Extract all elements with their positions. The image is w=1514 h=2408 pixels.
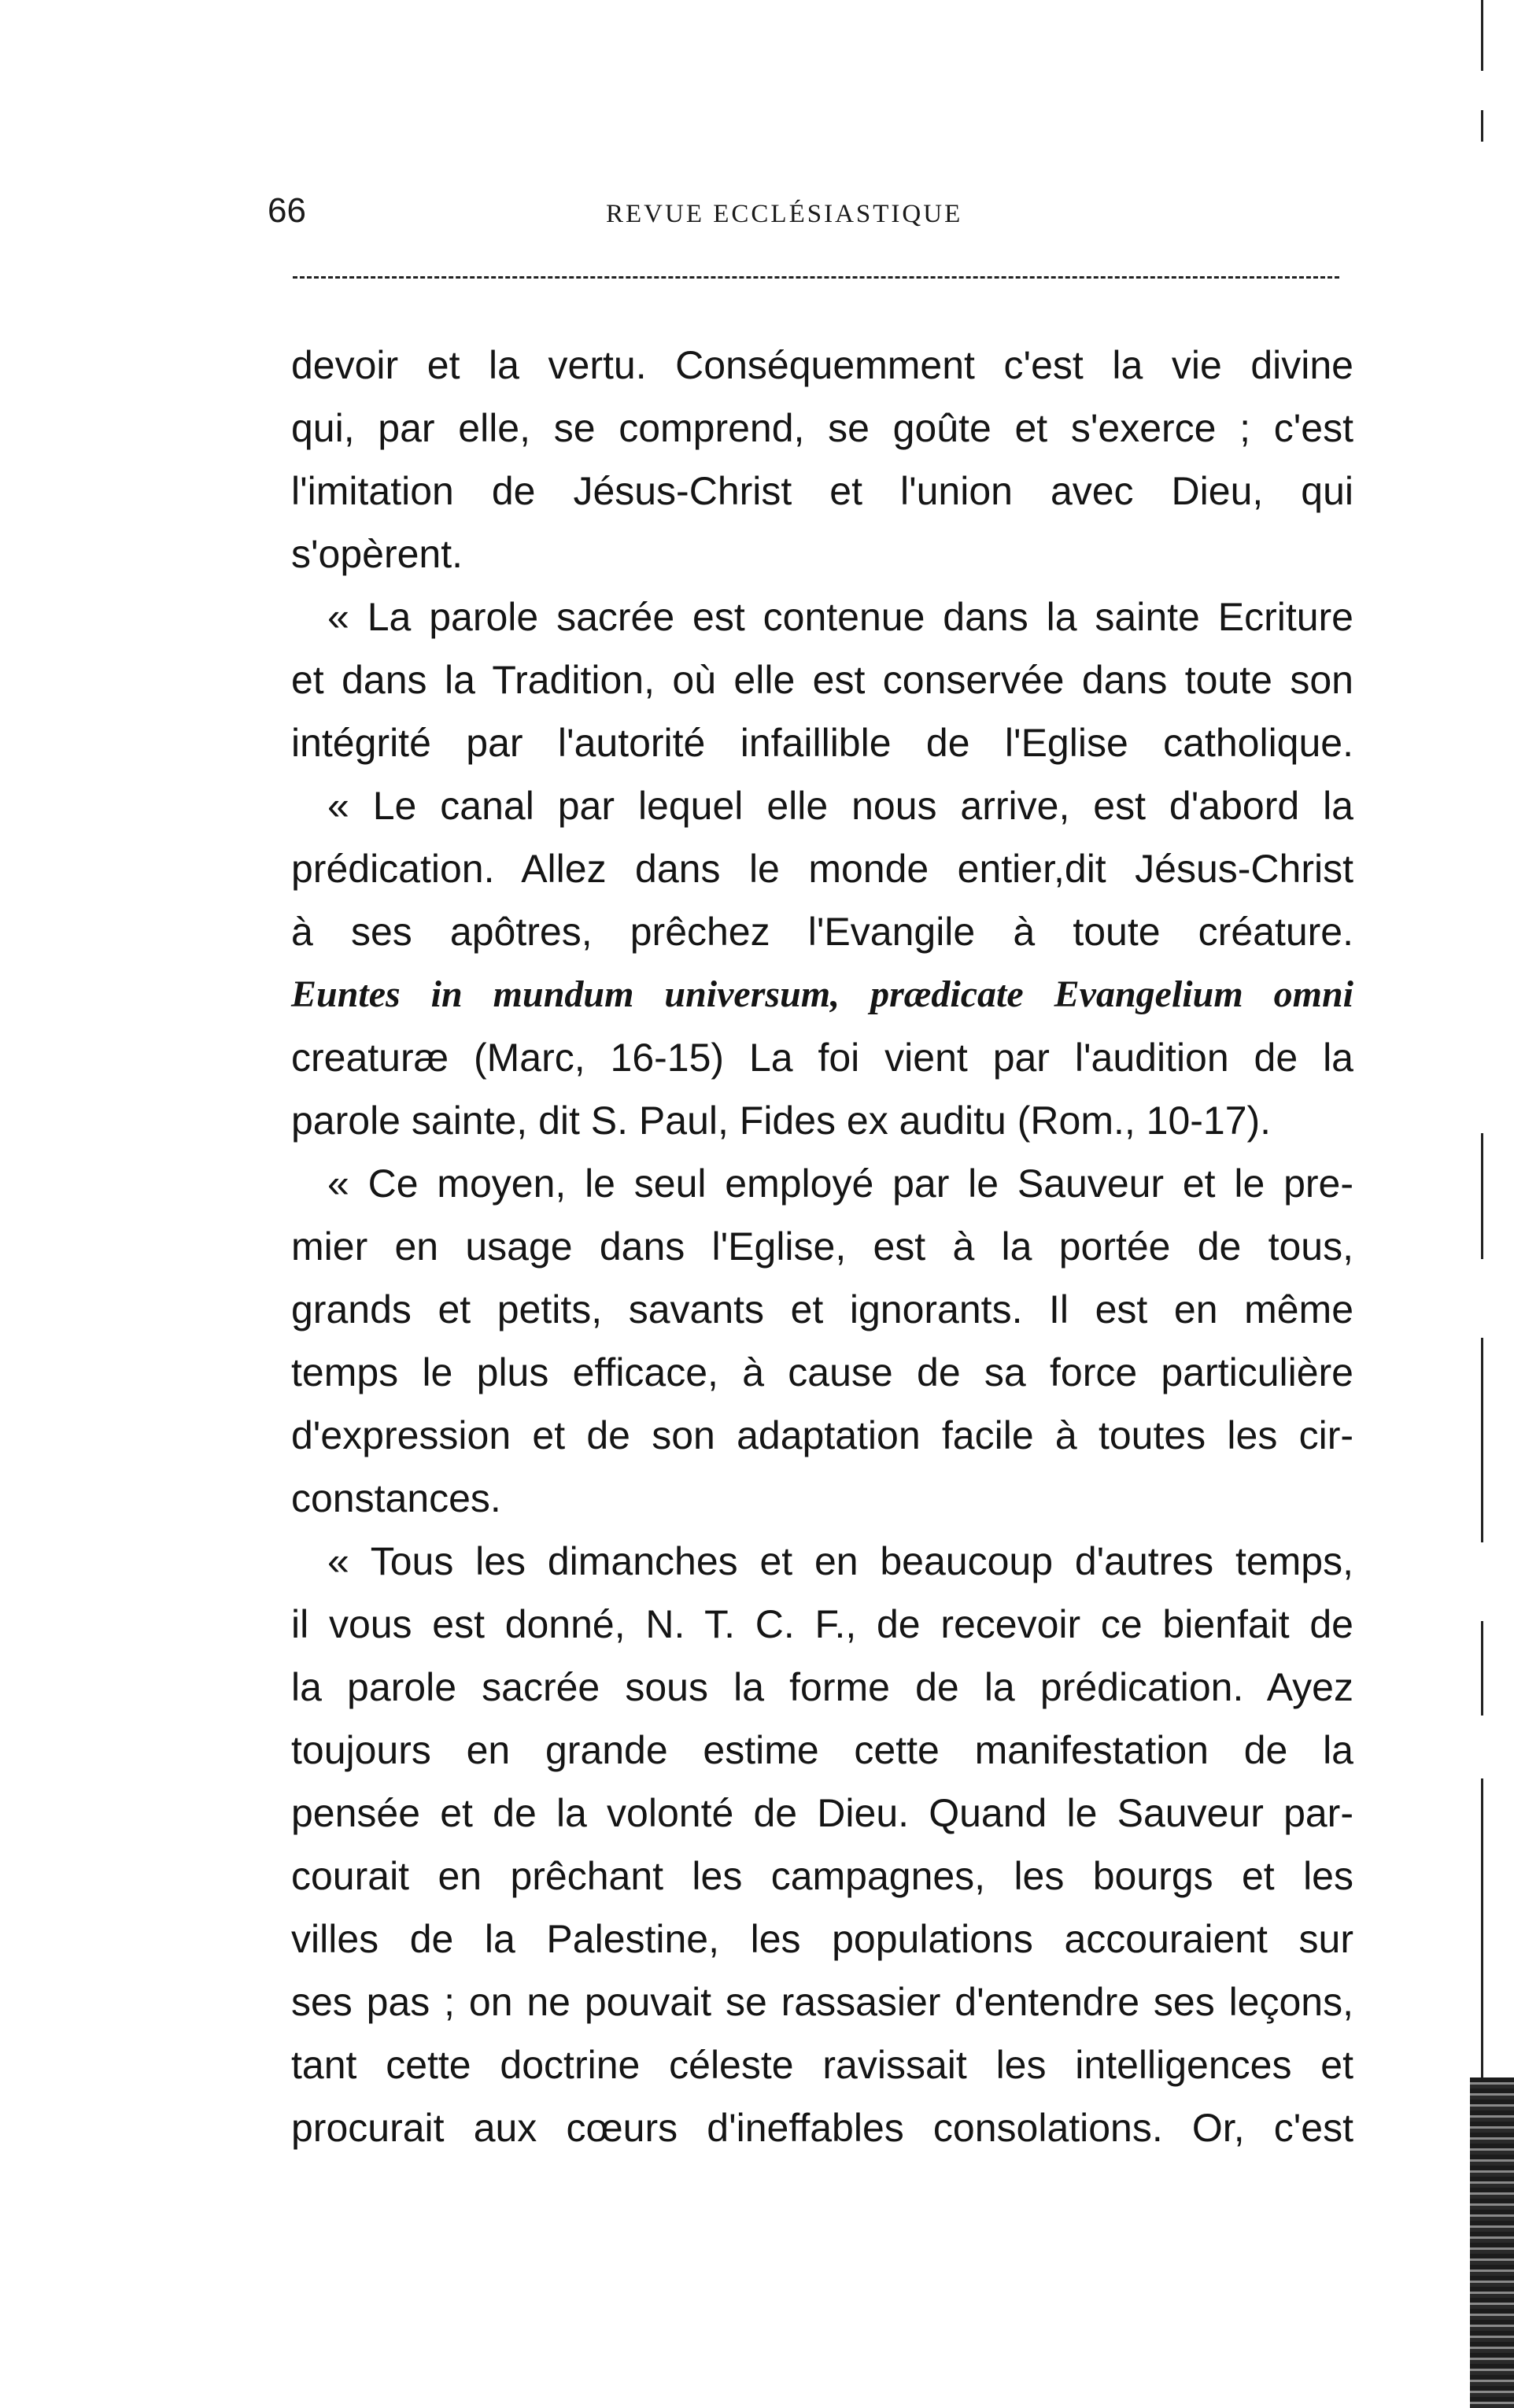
text-line: procurait aux cœurs d'ineffables consolations. Or, c'est: [291, 2106, 1353, 2150]
text-line: constances.: [291, 1476, 501, 1520]
edge-mark: [1481, 1133, 1483, 1259]
text-line: l'imitation de Jésus-Christ et l'union avec Dieu, qui: [291, 469, 1353, 513]
text-line: intégrité par l'autorité infaillible de l'Eglise catholique.: [291, 721, 1353, 765]
text-line: creaturæ (Marc, 16-15) La foi vient par l'audition de la: [291, 1036, 1353, 1080]
text-line: prédication. Allez dans le monde entier,dit Jésus-Christ: [291, 847, 1353, 891]
text-line: « Ce moyen, le seul employé par le Sauveur et le pre-: [327, 1162, 1353, 1206]
text-line: mier en usage dans l'Eglise, est à la portée de tous,: [291, 1224, 1353, 1269]
text-line: temps le plus efficace, à cause de sa force particulière: [291, 1350, 1353, 1394]
text-line: « Tous les dimanches et en beaucoup d'autres temps,: [327, 1539, 1353, 1583]
text-line: tant cette doctrine céleste ravissait les intelligences et: [291, 2043, 1353, 2087]
text-line: pensée et de la volonté de Dieu. Quand le Sauveur par-: [291, 1791, 1353, 1835]
text-line: qui, par elle, se comprend, se goûte et s'exerce ; c'est: [291, 406, 1353, 450]
text-line: s'opèrent.: [291, 532, 463, 576]
edge-dark-band: [1470, 2077, 1514, 2408]
text-line: et dans la Tradition, où elle est conservée dans toute son: [291, 658, 1353, 702]
text-line: parole sainte, dit S. Paul, Fides ex auditu (Rom., 10-17).: [291, 1099, 1272, 1143]
text-line: courait en prêchant les campagnes, les bourgs et les: [291, 1854, 1353, 1898]
edge-mark: [1481, 1621, 1483, 1716]
text-line: « La parole sacrée est contenue dans la sainte Ecriture: [327, 595, 1353, 639]
text-line: villes de la Palestine, les populations accouraient sur: [291, 1917, 1353, 1961]
text-line: à ses apôtres, prêchez l'Evangile à toute créature.: [291, 910, 1353, 954]
page-number: 66: [268, 191, 306, 230]
edge-mark: [1481, 110, 1483, 142]
edge-mark: [1481, 0, 1483, 71]
text-line: il vous est donné, N. T. C. F., de recevoir ce bienfait de: [291, 1602, 1353, 1646]
edge-mark: [1481, 1338, 1483, 1542]
text-line: « Le canal par lequel elle nous arrive, est d'abord la: [327, 784, 1353, 828]
text-line: la parole sacrée sous la forme de la prédication. Ayez: [291, 1665, 1353, 1709]
binding-edge-shadow: [1459, 0, 1514, 2408]
text-line: toujours en grande estime cette manifestation de la: [291, 1728, 1353, 1772]
edge-mark: [1481, 1778, 1483, 2077]
running-title: REVUE ECCLÉSIASTIQUE: [606, 200, 963, 228]
text-line: grands et petits, savants et ignorants. Il est en même: [291, 1287, 1353, 1331]
header-rule: [293, 276, 1339, 279]
text-line: d'expression et de son adaptation facile à toutes les cir-: [291, 1413, 1353, 1457]
latin-quote-line: Euntes in mundum universum, prædicate Evangelium omni: [291, 973, 1353, 1015]
text-line: ses pas ; on ne pouvait se rassasier d'entendre ses leçons,: [291, 1980, 1353, 2024]
body-text: [291, 334, 1353, 2159]
text-line: devoir et la vertu. Conséquemment c'est la vie divine: [291, 343, 1353, 387]
